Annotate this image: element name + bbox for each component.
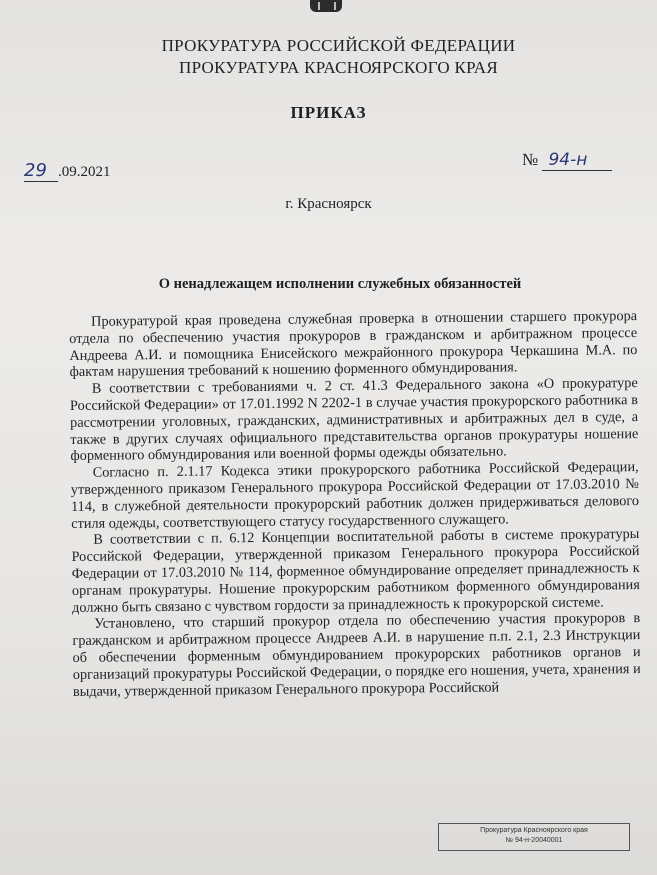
number-value-handwritten: 94-н	[542, 150, 612, 171]
stamp-number: № 94-н-20040001	[505, 837, 563, 844]
paragraph-3: Согласно п. 2.1.17 Кодекса этики прокурорского работника Российской Федерации, утвержденного приказом Генерального прокурора Российской Федерации от 17.03.2010 № 114, в служебной деятельности прокурорский работник должен придерживаться делового стиля одежды, соответствующего статусу государственного служащего.	[70, 459, 640, 532]
document-date	[24, 160, 111, 182]
paragraph-2: В соответствии с требованиями ч. 2 ст. 41.3 Федерального закона «О прокуратуре Российской Федерации» от 17.01.1992 N 2202-1 в случае участия прокурорского работника в рассмотрении уголовных, гражданских, административных и арбитражных дел в суде, а также в других случаях официального представительства органов прокуратуры ношение форменного обмундирования или военной формы одежды обязательно.	[69, 375, 639, 465]
document-number	[522, 150, 612, 171]
document-city: г. Красноярск	[285, 196, 372, 212]
org-header-federal: ПРОКУРАТУРА РОССИЙСКОЙ ФЕДЕРАЦИИ	[161, 36, 516, 55]
paragraph-1: Прокуратурой края проведена служебная проверка в отношении старшего прокурора отдела по обеспечению участия прокуроров в гражданском и арбитражном процессе Андреева А.И. и помощника Енисейского межрайонного прокурора Черкашина М.А. по фактам нарушения требований к ношению форменного обмундирования.	[69, 308, 638, 381]
registration-stamp	[438, 823, 630, 851]
document-body	[69, 308, 641, 700]
paragraph-5: Установлено, что старший прокурор отдела по обеспечению участия прокуроров в гражданском и арбитражном процессе Андреев А.И. в нарушение п.п. 2.1, 2.3 Инструкции об обеспечении форменным обмундированием прокурорских работников органов и организаций прокуратуры Российской Федерации, о порядке его ношения, учета, хранения и выдачи, утвержденной приказом Генерального прокурора Российской	[72, 610, 641, 700]
stamp-org: Прокуратура Красноярского края	[480, 827, 588, 834]
number-sign: №	[522, 150, 539, 169]
paragraph-4: В соответствии с п. 6.12 Концепции воспитательной работы в системе прокуратуры Российской Федерации, утвержденной приказом Генерального прокурора Российской Федерации от 17.03.2010 № 114, форменное обмундирование определяет принадлежность к органам прокуратуры. Ношение прокурорским работником форменного обмундирования должно быть связано с чувством гордости за принадлежность к прокурорской системе.	[71, 526, 640, 616]
document-subject: О ненадлежащем исполнении служебных обязанностей	[158, 276, 522, 292]
org-header-regional: ПРОКУРАТУРА КРАСНОЯРСКОГО КРАЯ	[179, 58, 498, 77]
clip-icon	[318, 2, 336, 10]
date-day-handwritten: 29	[24, 160, 58, 182]
date-month-year: .09.2021	[58, 164, 111, 180]
document-type-title: ПРИКАЗ	[290, 103, 367, 122]
